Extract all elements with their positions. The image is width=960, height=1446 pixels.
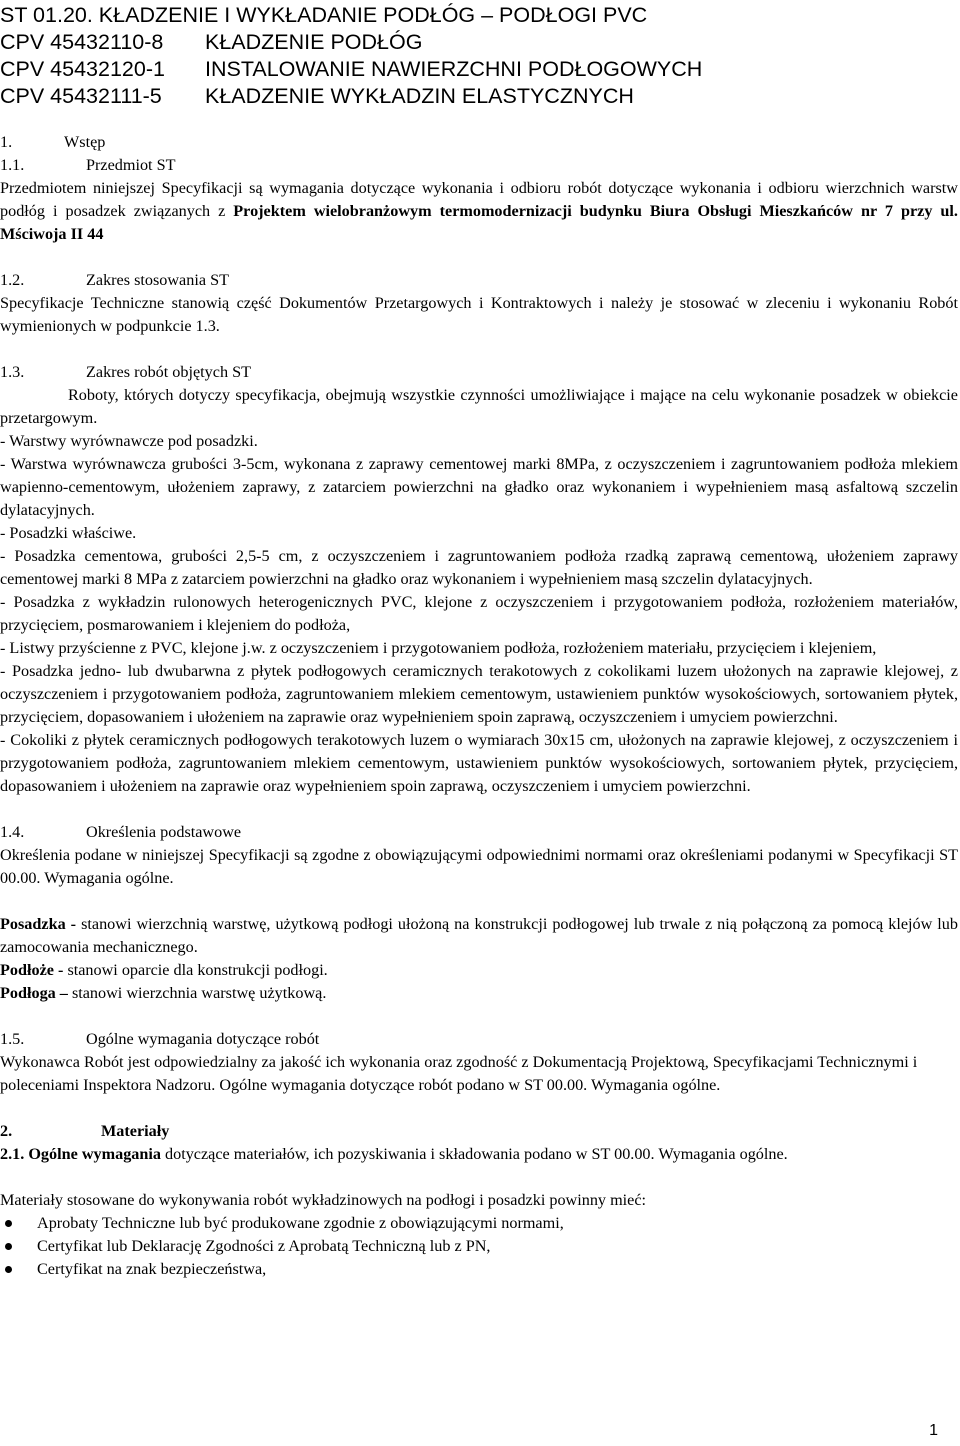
cpv-description: KŁADZENIE WYKŁADZIN ELASTYCZNYCH [205,84,634,108]
section-title: Materiały [101,1122,170,1140]
project-name: Projektem wielobranżowym termomodernizacji budynku Biura Obsługi Mieszkańców nr 7 przy ul. Mściwoja II 44 [0,202,958,243]
section-title: Zakres robót objętych ST [86,363,251,381]
spec-title: ST 01.20. KŁADZENIE I WYKŁADANIE PODŁÓG – PODŁOGI PVC [0,3,648,27]
bullet-item [0,1258,958,1281]
cpv-code: CPV 45432110-8 [0,30,164,54]
section-number: 1.1. [0,156,25,174]
list-item: - Posadzka cementowa, grubości 2,5-5 cm, z oczyszczeniem i zagruntowaniem podłoża rzadką zaprawą cementową, ułożeniem zaprawy cementowej marki 8 MPa z zatarciem powierzchni na gładko oraz wykonaniem i wypełnieniem masą szczelin dylatacyjnych. [0,547,958,588]
list-item: - Cokoliki z płytek ceramicznych podłogowych terakotowych luzem o wymiarach 30x15 cm, ułożonych na zaprawie klejowej, z oczyszczeniem i przygotowaniem podłoża, zagruntowaniem mlekiem cementowym, ustawieniem punktów wysokościowych, sortowaniem płytek, przycięciem, dopasowaniem i ułożeniem na zaprawie oraz wypełnieniem spoin zaprawą, oczyszczeniem i umyciem powierzchni. [0,731,958,795]
section-number: 1.2. [0,271,25,289]
definition-posadzka [0,913,958,959]
paragraph-ogolne-wymagania-materialy [0,1143,958,1166]
materials-bullet-list [0,1212,958,1281]
bullet-item [0,1235,958,1258]
cpv-row [0,56,702,83]
cpv-code: CPV 45432120-1 [0,57,165,81]
definition-term: Podłoga – [0,984,68,1002]
definition-term: Posadzka - [0,915,77,933]
cpv-description: KŁADZENIE PODŁÓG [205,30,423,54]
definition-podloze [0,959,958,982]
bullet-icon [5,1220,12,1227]
section-heading-1-3 [0,361,958,384]
list-item: - Posadzki właściwe. [0,524,137,542]
bullet-text: Aprobaty Techniczne lub być produkowane zgodnie z obowiązującymi normami, [37,1214,564,1232]
section-title: Zakres stosowania ST [86,271,229,289]
bullet-icon [5,1266,12,1273]
list-item: - Posadzka z wykładzin rulonowych heterogenicznych PVC, klejone z oczyszczeniem i przygotowaniem podłoża, rozłożeniem materiałów, przycięciem, posmarowaniem i klejeniem do podłoża, [0,593,958,634]
section-heading-1-5 [0,1028,958,1051]
section-number: 1. [0,133,13,151]
subsection-title: 2.1. Ogólne wymagania [0,1145,161,1163]
section-title: Ogólne wymagania dotyczące robót [86,1030,320,1048]
paragraph-ogolne-wymagania: Wykonawca Robót jest odpowiedzialny za jakość ich wykonania oraz zgodność z Dokumentacją Projektową, Specyfikacjami Technicznymi i poleceniami Inspektora Nadzoru. Ogólne wymagania dotyczące robót podano w ST 00.00. Wymagania ogólne. [0,1053,918,1094]
bullet-icon [5,1243,12,1250]
definition-text: stanowi oparcie dla konstrukcji podłogi. [63,961,328,979]
section-heading-1 [0,131,958,154]
bullet-item [0,1212,958,1235]
document-body [0,131,958,1281]
paragraph-text: dotyczące materiałów, ich pozyskiwania i składowania podano w ST 00.00. Wymagania ogólne. [160,1145,788,1163]
section-heading-1-2 [0,269,958,292]
paragraph-przedmiot [0,177,958,246]
definition-text: stanowi wierzchnia warstwę użytkową. [67,984,327,1002]
section-number: 1.4. [0,823,25,841]
section-heading-1-1 [0,154,958,177]
list-item: - Warstwa wyrównawcza grubości 3-5cm, wykonana z zaprawy cementowej marki 8MPa, z oczyszczeniem i zagruntowaniem podłoża mlekiem wapienno-cementowym, ułożeniem zaprawy, z zatarciem powierzchni na gładko oraz wykonaniem i wypełnieniem masą asfaltową szczelin dylatacyjnych. [0,455,958,519]
definition-term: Podłoże - [0,961,64,979]
section-title: Przedmiot ST [86,156,176,174]
paragraph-materialy-intro: Materiały stosowane do wykonywania robót wykładzinowych na podłogi i posadzki powinny mieć: [0,1191,647,1209]
section-heading-2 [0,1120,958,1143]
paragraph-zakres-robot: Roboty, których dotyczy specyfikacja, obejmują wszystkie czynności umożliwiające i mające na celu wykonanie posadzek w obiekcie przetargowym. [0,386,958,427]
definition-text: stanowi wierzchnią warstwę, użytkową podłogi ułożoną na konstrukcji podłogowej lub trwale z nią połączoną za pomocą klejów lub zamocowania mechanicznego. [0,915,958,956]
document-header [0,2,702,110]
list-item: - Listwy przyścienne z PVC, klejone j.w. z oczyszczeniem i przygotowaniem podłoża, rozłożeniem materiału, przycięciem i klejeniem, [0,639,877,657]
bullet-text: Certyfikat lub Deklarację Zgodności z Aprobatą Techniczną lub z PN, [37,1237,491,1255]
section-number: 1.3. [0,363,25,381]
paragraph-zakres-stosowania: Specyfikacje Techniczne stanowią część Dokumentów Przetargowych i Kontraktowych i należy je stosować w zleceniu i wykonaniu Robót wymienionych w podpunkcie 1.3. [0,294,958,335]
section-number: 1.5. [0,1030,25,1048]
page-number: 1 [929,1422,938,1439]
paragraph-text: Przedmiotem niniejszej Specyfikacji są wymagania dotyczące wykonania i odbioru robót dotyczące wykonania i odbioru wierzchnich warstw podłóg i posadzek związanych z [0,179,958,220]
cpv-code: CPV 45432111-5 [0,84,162,108]
cpv-row [0,83,702,110]
list-item: - Posadzka jedno- lub dwubarwna z płytek podłogowych ceramicznych terakotowych z cokolikami luzem ułożonych na zaprawie klejowej, z oczyszczeniem i przygotowaniem podłoża, zagruntowaniem mlekiem cementowym, ustawieniem punktów wysokościowych, sortowaniem płytek, przycięciem, dopasowaniem i ułożeniem na zaprawie oraz wypełnieniem spoin zaprawą, oczyszczeniem i umyciem powierzchni. [0,662,958,726]
cpv-row [0,29,702,56]
bullet-text: Certyfikat na znak bezpieczeństwa, [37,1260,267,1278]
section-title: Wstęp [64,133,106,151]
section-number: 2. [0,1122,13,1140]
definition-podloga [0,982,958,1005]
list-item: - Warstwy wyrównawcze pod posadzki. [0,432,258,450]
section-heading-1-4 [0,821,958,844]
paragraph-okreslenia: Określenia podane w niniejszej Specyfikacji są zgodne z obowiązującymi odpowiednimi normami oraz określeniami podanymi w Specyfikacji ST 00.00. Wymagania ogólne. [0,846,958,887]
section-title: Określenia podstawowe [86,823,242,841]
cpv-description: INSTALOWANIE NAWIERZCHNI PODŁOGOWYCH [205,57,703,81]
